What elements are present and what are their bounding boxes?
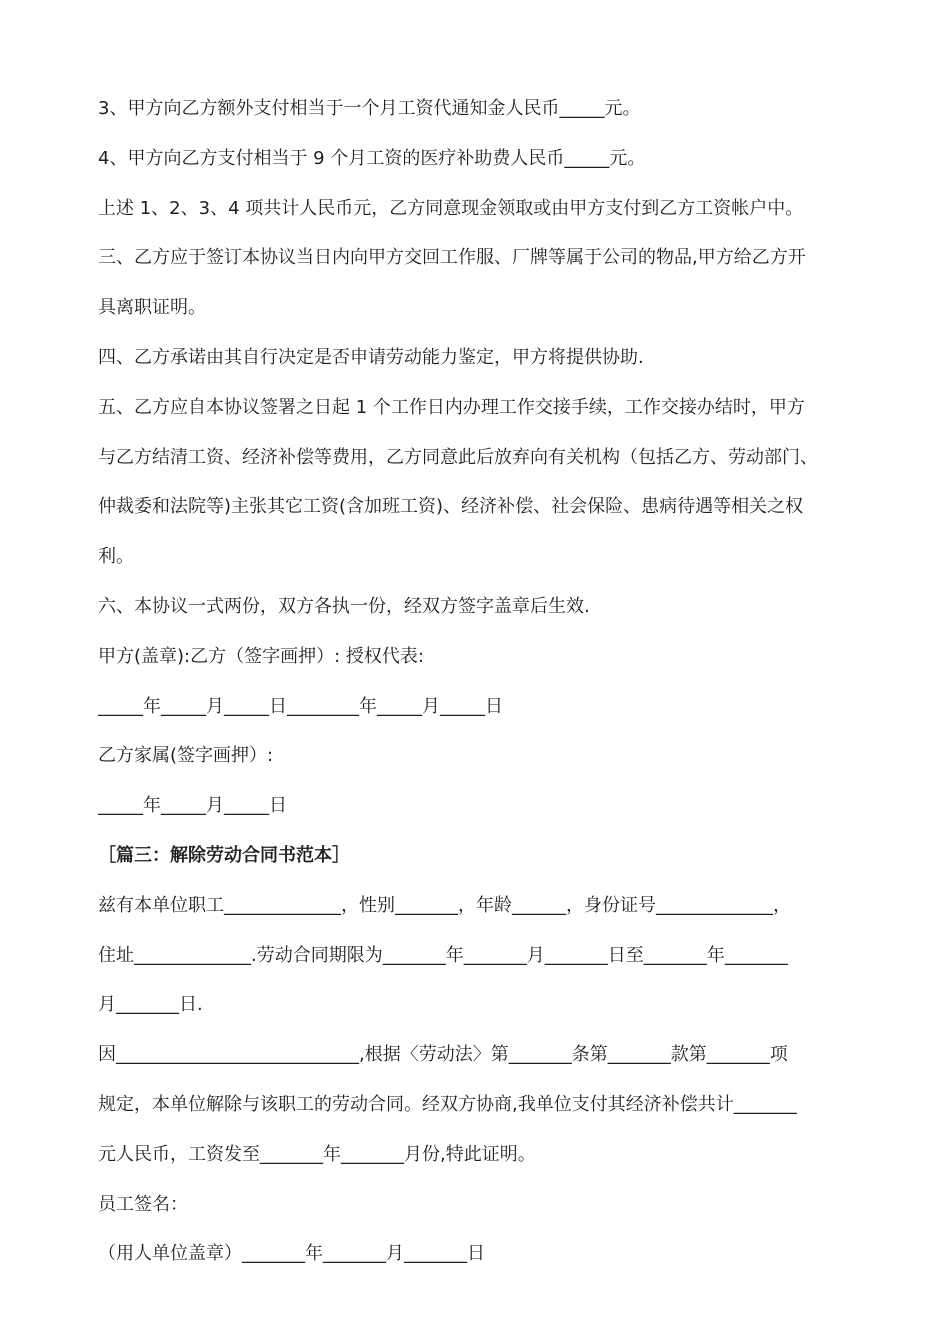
section-5-text-line-2: 与乙方结清工资、经济补偿等费用，乙方同意此后放弃向有关机构（包括乙方、劳动部门、 [98,446,818,468]
section-3-text-line-1: 三、乙方应于签订本协议当日内向甲方交回工作服、厂牌等属于公司的物品,甲方给乙方开 [98,247,806,269]
employee-info-line-3: 月_______日. [98,994,203,1016]
employee-info-line-1: 兹有本单位职工_____________，性别_______，年龄______，身份证号_____________， [98,894,791,916]
section-heading: ［篇三：解除劳动合同书范本］ [98,844,350,866]
signature-date-line: _____年_____月_____日________年_____月_____日 [98,695,503,717]
family-signature-line: 乙方家属(签字画押）: [98,745,274,767]
section-3-text-line-2: 具离职证明。 [98,297,206,319]
section-5-text-line-1: 五、乙方应自本协议签署之日起 1 个工作日内办理工作交接手续，工作交接办结时，甲方 [98,396,805,418]
employee-info-line-2: 住址_____________.劳动合同期限为_______年_______月_______日至_______年_______ [98,944,788,966]
signature-parties-line: 甲方(盖章):乙方（签字画押）: 授权代表: [98,645,424,667]
family-date-line: _____年_____月_____日 [98,795,287,817]
salary-line: 元人民币，工资发至_______年_______月份,特此证明。 [98,1143,536,1165]
section-6-text: 六、本协议一式两份，双方各执一份，经双方签字盖章后生效. [98,595,590,617]
total-payment-text: 上述 1、2、3、4 项共计人民币元，乙方同意现金领取或由甲方支付到乙方工资帐户中。 [98,197,804,219]
section-5-text-line-3: 仲裁委和法院等)主张其它工资(含加班工资)、经济补偿、社会保险、患病待遇等相关之权 [98,496,804,518]
clause-3-notice-pay: 3、甲方向乙方额外支付相当于一个月工资代通知金人民币_____元。 [98,98,641,119]
section-4-text: 四、乙方承诺由其自行决定是否申请劳动能力鉴定，甲方将提供协助. [98,346,644,368]
section-5-text-line-4: 利。 [98,546,134,568]
termination-reason-line: 因___________________________,根据〈劳动法〉第_______条第_______款第_______项 [98,1044,788,1066]
employee-signature: 员工签名： [98,1193,188,1215]
document-body [98,84,858,1279]
termination-compensation-line: 规定，本单位解除与该职工的劳动合同。经双方协商,我单位支付其经济补偿共计_______ [98,1093,797,1115]
employer-seal-date: （用人单位盖章）_______年_______月_______日 [98,1243,485,1265]
clause-4-medical-subsidy: 4、甲方向乙方支付相当于 9 个月工资的医疗补助费人民币_____元。 [98,147,646,169]
